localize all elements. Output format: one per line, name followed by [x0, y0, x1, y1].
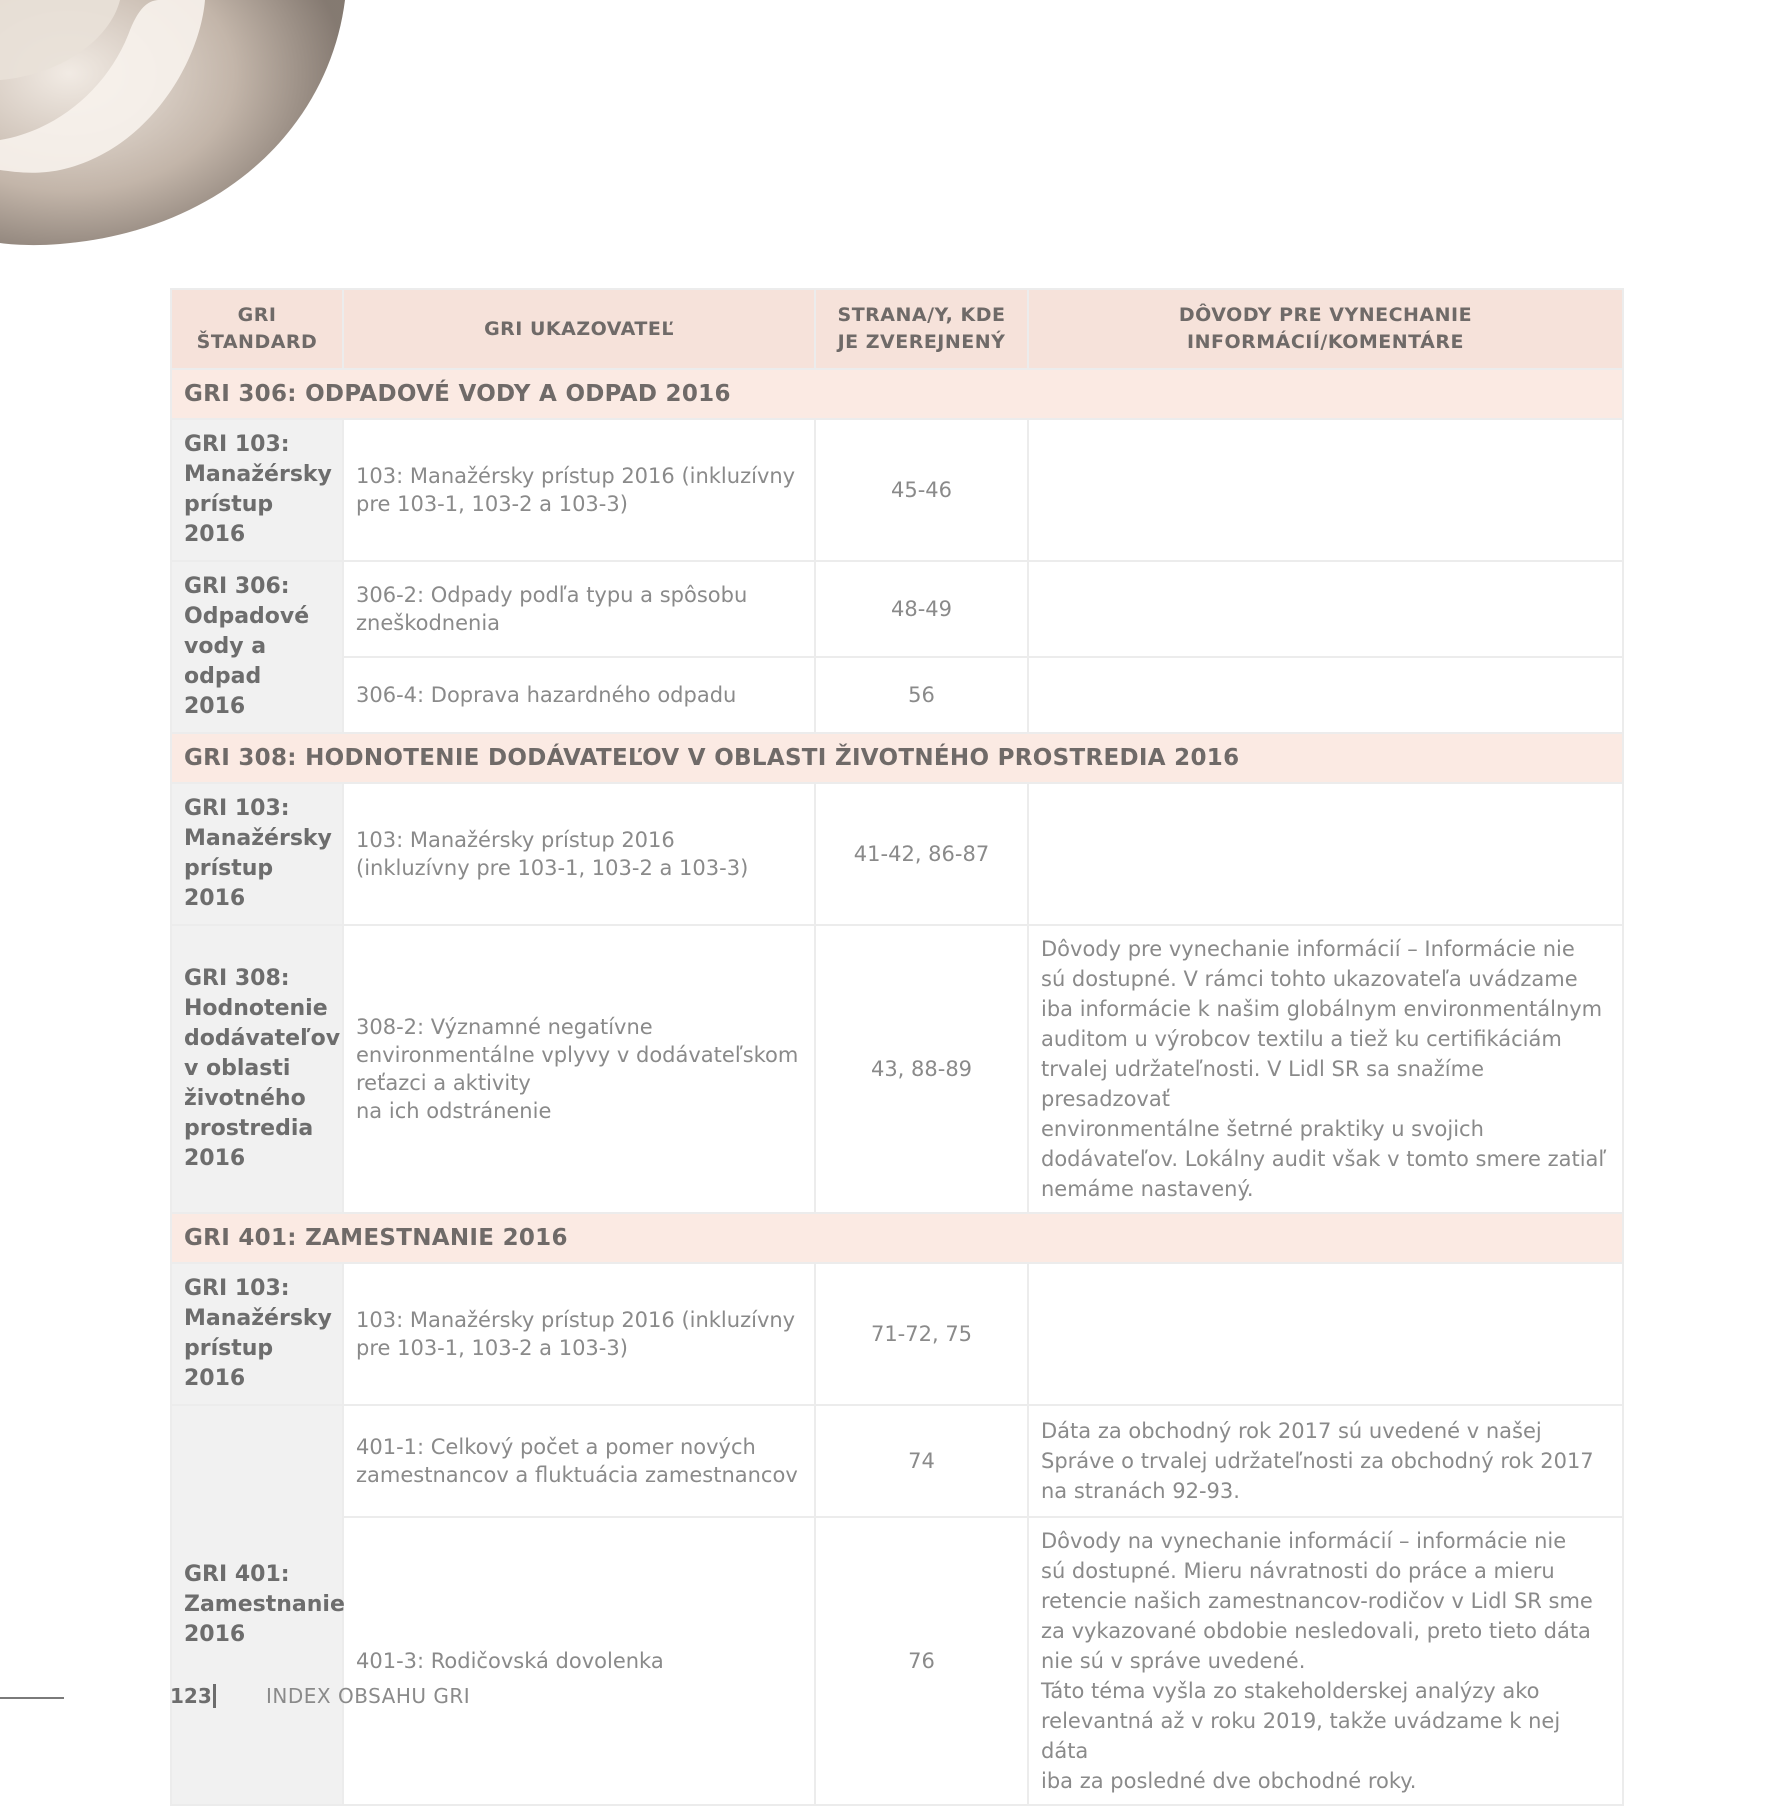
section-row: [171, 1213, 1623, 1263]
comment-cell: [1028, 783, 1623, 925]
table-row: [171, 1405, 1623, 1517]
pages-cell: 76: [815, 1517, 1028, 1805]
comment-cell: [1028, 1263, 1623, 1405]
comment-cell: [1028, 561, 1623, 657]
indicator-cell: 103: Manažérsky prístup 2016 (inkluzívny pre 103-1, 103-2 a 103-3): [343, 1263, 815, 1405]
standard-cell: GRI 103: Manažérsky prístup 2016: [171, 419, 343, 561]
comment-cell: Dáta za obchodný rok 2017 sú uvedené v našej Správe o trvalej udržateľnosti za obchodný rok 2017 na stranách 92-93.: [1028, 1405, 1623, 1517]
footer-rule: [0, 1697, 64, 1699]
gri-index-table: [170, 288, 1624, 1806]
header-pages: STRANA/Y, KDE JE ZVEREJNENÝ: [815, 289, 1028, 369]
table-row: [171, 1263, 1623, 1405]
indicator-cell: 308-2: Významné negatívne environmentálne vplyvy v dodávateľskom reťazci a aktivity na ich odstránenie: [343, 925, 815, 1213]
footer-separator: [213, 1684, 216, 1708]
pages-cell: 48-49: [815, 561, 1028, 657]
standard-cell: GRI 401: Zamestnanie 2016: [171, 1405, 343, 1805]
pages-cell: 41-42, 86-87: [815, 783, 1028, 925]
table-row: [171, 561, 1623, 657]
table-row: [171, 783, 1623, 925]
section-row: [171, 369, 1623, 419]
pages-cell: 74: [815, 1405, 1028, 1517]
table-row: [171, 925, 1623, 1213]
page-number: 123: [170, 1684, 212, 1708]
pages-cell: 43, 88-89: [815, 925, 1028, 1213]
header-gri-standard: GRI ŠTANDARD: [171, 289, 343, 369]
page-footer: [0, 1680, 600, 1716]
comment-cell: Dôvody pre vynechanie informácií – Informácie nie sú dostupné. V rámci tohto ukazovateľa uvádzame iba informácie k našim globálnym environmentálnym auditom u výrobcov textilu a tiež ku certifikáciám trvalej udržateľnosti. V Lidl SR sa snažíme presadzovať environmentálne šetrné praktiky u svojich dodávateľov. Lokálny audit však v tomto smere zatiaľ nemáme nastavený.: [1028, 925, 1623, 1213]
indicator-cell: 306-4: Doprava hazardného odpadu: [343, 657, 815, 733]
section-title: GRI 306: ODPADOVÉ VODY A ODPAD 2016: [171, 369, 1623, 419]
table-header-row: [171, 289, 1623, 369]
indicator-cell: 306-2: Odpady podľa typu a spôsobu zneškodnenia: [343, 561, 815, 657]
standard-cell: GRI 308: Hodnotenie dodávateľov v oblasti životného prostredia 2016: [171, 925, 343, 1213]
standard-cell: GRI 103: Manažérsky prístup 2016: [171, 1263, 343, 1405]
table-row: [171, 657, 1623, 733]
table-row: [171, 1517, 1623, 1805]
table-row: [171, 419, 1623, 561]
indicator-cell: 401-3: Rodičovská dovolenka: [343, 1517, 815, 1805]
pages-cell: 45-46: [815, 419, 1028, 561]
standard-cell: GRI 103: Manažérsky prístup 2016: [171, 783, 343, 925]
section-title: GRI 308: HODNOTENIE DODÁVATEĽOV V OBLASTI ŽIVOTNÉHO PROSTREDIA 2016: [171, 733, 1623, 783]
header-omission-comments: DÔVODY PRE VYNECHANIE INFORMÁCIÍ/KOMENTÁRE: [1028, 289, 1623, 369]
decorative-swirl-image: [0, 0, 360, 260]
indicator-cell: 103: Manažérsky prístup 2016 (inkluzívny pre 103-1, 103-2 a 103-3): [343, 783, 815, 925]
standard-cell: GRI 306: Odpadové vody a odpad 2016: [171, 561, 343, 733]
pages-cell: 71-72, 75: [815, 1263, 1028, 1405]
indicator-cell: 103: Manažérsky prístup 2016 (inkluzívny pre 103-1, 103-2 a 103-3): [343, 419, 815, 561]
comment-cell: [1028, 419, 1623, 561]
indicator-cell: 401-1: Celkový počet a pomer nových zamestnancov a fluktuácia zamestnancov: [343, 1405, 815, 1517]
comment-cell: [1028, 657, 1623, 733]
section-row: [171, 733, 1623, 783]
footer-title: INDEX OBSAHU GRI: [266, 1684, 471, 1708]
section-title: GRI 401: ZAMESTNANIE 2016: [171, 1213, 1623, 1263]
header-gri-indicator: GRI UKAZOVATEĽ: [343, 289, 815, 369]
comment-cell: Dôvody na vynechanie informácií – informácie nie sú dostupné. Mieru návratnosti do práce a mieru retencie našich zamestnancov-rodičov v Lidl SR sme za vykazované obdobie nesledovali, preto tieto dáta nie sú v správe uvedené. Táto téma vyšla zo stakeholderskej analýzy ako relevantná až v roku 2019, takže uvádzame k nej dáta iba za posledné dve obchodné roky.: [1028, 1517, 1623, 1805]
pages-cell: 56: [815, 657, 1028, 733]
